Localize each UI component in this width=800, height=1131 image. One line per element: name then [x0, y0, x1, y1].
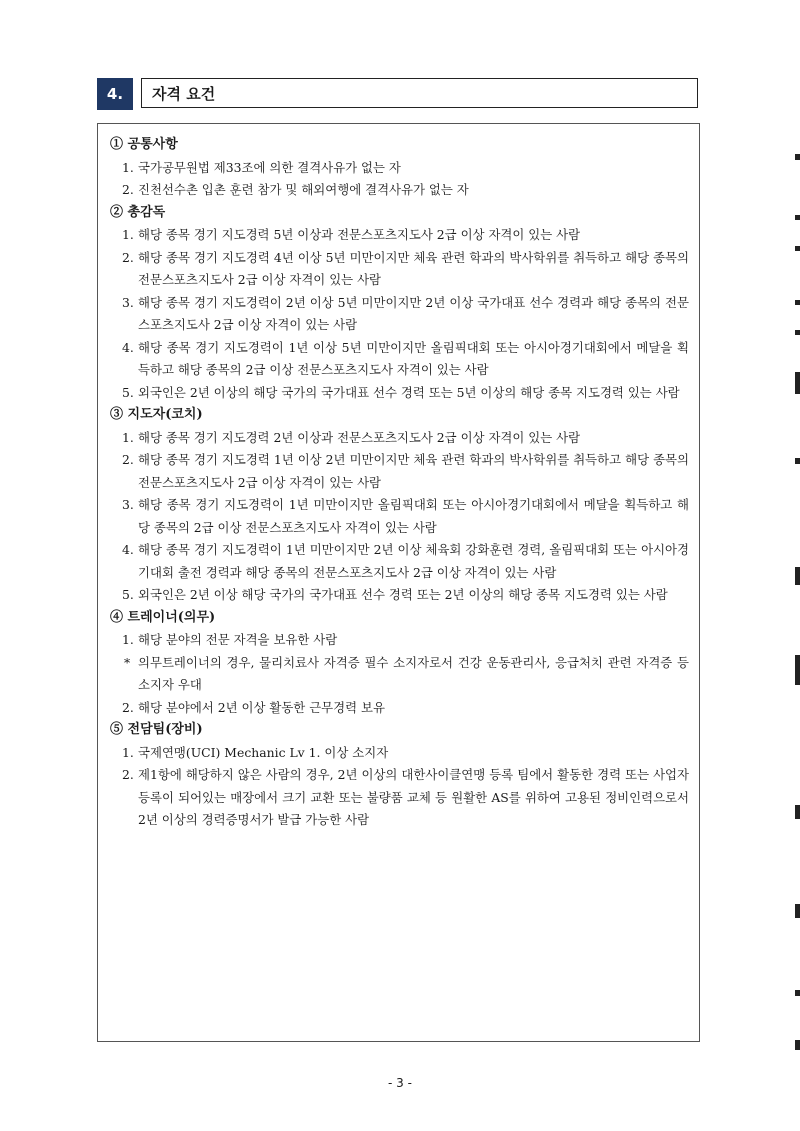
- item-number: 2.: [122, 699, 134, 715]
- list-item: [110, 584, 689, 607]
- scan-edge-mark: [795, 1040, 800, 1050]
- item-number: 2.: [122, 249, 134, 265]
- item-text: 해당 종목 경기 지도경력 1년 이상 2년 미만이지만 체육 관련 학과의 박사학위를 취득하고 해당 종목의 전문스포츠지도사 2급 이상 자격이 있는 사람: [138, 452, 689, 490]
- scan-edge-mark: [795, 655, 800, 685]
- list-item: [110, 382, 689, 405]
- scan-edge-mark: [795, 904, 800, 918]
- item-text: 국제연맹(UCI) Mechanic Lv 1. 이상 소지자: [138, 744, 389, 760]
- item-text: 진천선수촌 입촌 훈련 참가 및 해외여행에 결격사유가 없는 자: [138, 182, 469, 197]
- item-number: 5.: [122, 587, 134, 602]
- scan-edge-mark: [795, 458, 800, 464]
- item-number: 4.: [122, 339, 134, 355]
- list-item: [110, 764, 689, 832]
- list-item: [110, 179, 689, 202]
- item-text: 제1항에 해당하지 않은 사람의 경우, 2년 이상의 대한사이클연맹 등록 팀에서 활동한 경력 또는 사업자등록이 되어있는 매장에서 크기 교환 또는 불량품 교체 등 원활한 AS를 위하여 고용된 정비인력으로서 2년 이상의 경력증명서가 발급 가능한 사람: [138, 767, 689, 827]
- section-number: 4.: [97, 78, 133, 110]
- item-number: 1.: [122, 159, 134, 175]
- item-text: 의무트레이너의 경우, 물리치료사 자격증 필수 소지자로서 건강 운동관리사, 응급처치 관련 자격증 등 소지자 우대: [138, 654, 689, 692]
- page-number: - 3 -: [388, 1076, 412, 1090]
- list-item: [110, 539, 689, 584]
- list-item: [110, 742, 689, 765]
- item-number: 2.: [122, 182, 134, 197]
- list-item: [110, 427, 689, 450]
- item-number: 1.: [122, 429, 134, 445]
- subsection-title: ⑤ 전담팀(장비): [110, 722, 203, 737]
- subsection-title: ④ 트레이너(의무): [110, 609, 216, 625]
- item-text: 국가공무원법 제33조에 의한 결격사유가 없는 자: [138, 159, 401, 175]
- item-number: 4.: [122, 542, 134, 557]
- item-number: 1.: [122, 632, 134, 647]
- subsection-title: ③ 지도자(코치): [110, 407, 203, 422]
- list-item: [110, 697, 689, 720]
- subsection-title: ② 총감독: [110, 204, 166, 220]
- scan-edge-mark: [795, 300, 800, 305]
- scan-edge-mark: [795, 330, 800, 335]
- item-number: 3.: [122, 294, 134, 310]
- list-item: [110, 157, 689, 180]
- scan-edge-mark: [795, 805, 800, 819]
- item-number: 3.: [122, 497, 134, 512]
- item-text: 해당 종목 경기 지도경력 5년 이상과 전문스포츠지도사 2급 이상 자격이 있는 사람: [138, 227, 581, 242]
- item-text: 외국인은 2년 이상의 해당 국가의 국가대표 선수 경력 또는 5년 이상의 해당 종목 지도경력 있는 사람: [138, 384, 680, 400]
- scan-edge-mark: [795, 567, 800, 585]
- item-text: 해당 종목 경기 지도경력이 2년 이상 5년 미만이지만 2년 이상 국가대표 선수 경력과 해당 종목의 전문스포츠지도사 2급 이상 자격이 있는 사람: [138, 294, 689, 332]
- list-item: [110, 247, 689, 292]
- item-text: 해당 분야의 전문 자격을 보유한 사람: [138, 632, 338, 647]
- scan-edge-mark: [795, 372, 800, 394]
- item-number: 2.: [122, 452, 134, 467]
- item-text: 외국인은 2년 이상 해당 국가의 국가대표 선수 경력 또는 2년 이상의 해당 종목 지도경력 있는 사람: [138, 587, 668, 602]
- item-text: 해당 분야에서 2년 이상 활동한 근무경력 보유: [138, 699, 385, 715]
- scan-edge-mark: [795, 990, 800, 996]
- list-item: [110, 494, 689, 539]
- item-number: 1.: [122, 744, 134, 760]
- item-text: 해당 종목 경기 지도경력이 1년 미만이지만 2년 이상 체육회 강화훈련 경력, 올림픽대회 또는 아시아경기대회 출전 경력과 해당 종목의 전문스포츠지도사 2급 이상 자격이 있는 사람: [138, 542, 689, 580]
- scan-edge-mark: [795, 215, 800, 220]
- section-title: 자격 요건: [141, 78, 698, 108]
- list-item: [110, 224, 689, 247]
- section-header: [97, 78, 700, 110]
- item-text: 해당 종목 경기 지도경력 4년 이상 5년 미만이지만 체육 관련 학과의 박사학위를 취득하고 해당 종목의 전문스포츠지도사 2급 이상 자격이 있는 사람: [138, 249, 689, 287]
- item-text: 해당 종목 경기 지도경력이 1년 이상 5년 미만이지만 올림픽대회 또는 아시아경기대회에서 메달을 획득하고 해당 종목의 2급 이상 전문스포츠지도사 자격이 있는 사람: [138, 339, 689, 377]
- item-number: 1.: [122, 227, 134, 242]
- list-item: [110, 449, 689, 494]
- item-number: 5.: [122, 384, 134, 400]
- item-text: 해당 종목 경기 지도경력이 1년 미만이지만 올림픽대회 또는 아시아경기대회에서 메달을 획득하고 해당 종목의 2급 이상 전문스포츠지도사 자격이 있는 사람: [138, 497, 689, 535]
- subsection-title: ① 공통사항: [110, 137, 178, 152]
- item-number: *: [124, 654, 131, 670]
- list-item: [110, 629, 689, 652]
- list-item: [110, 292, 689, 337]
- list-note: [110, 652, 689, 697]
- item-text: 해당 종목 경기 지도경력 2년 이상과 전문스포츠지도사 2급 이상 자격이 있는 사람: [138, 429, 581, 445]
- sections-container: [110, 134, 689, 832]
- scan-edge-mark: [795, 154, 800, 160]
- list-item: [110, 337, 689, 382]
- scan-edge-mark: [795, 246, 800, 251]
- item-number: 2.: [122, 767, 134, 782]
- qualifications-box: [97, 123, 700, 1042]
